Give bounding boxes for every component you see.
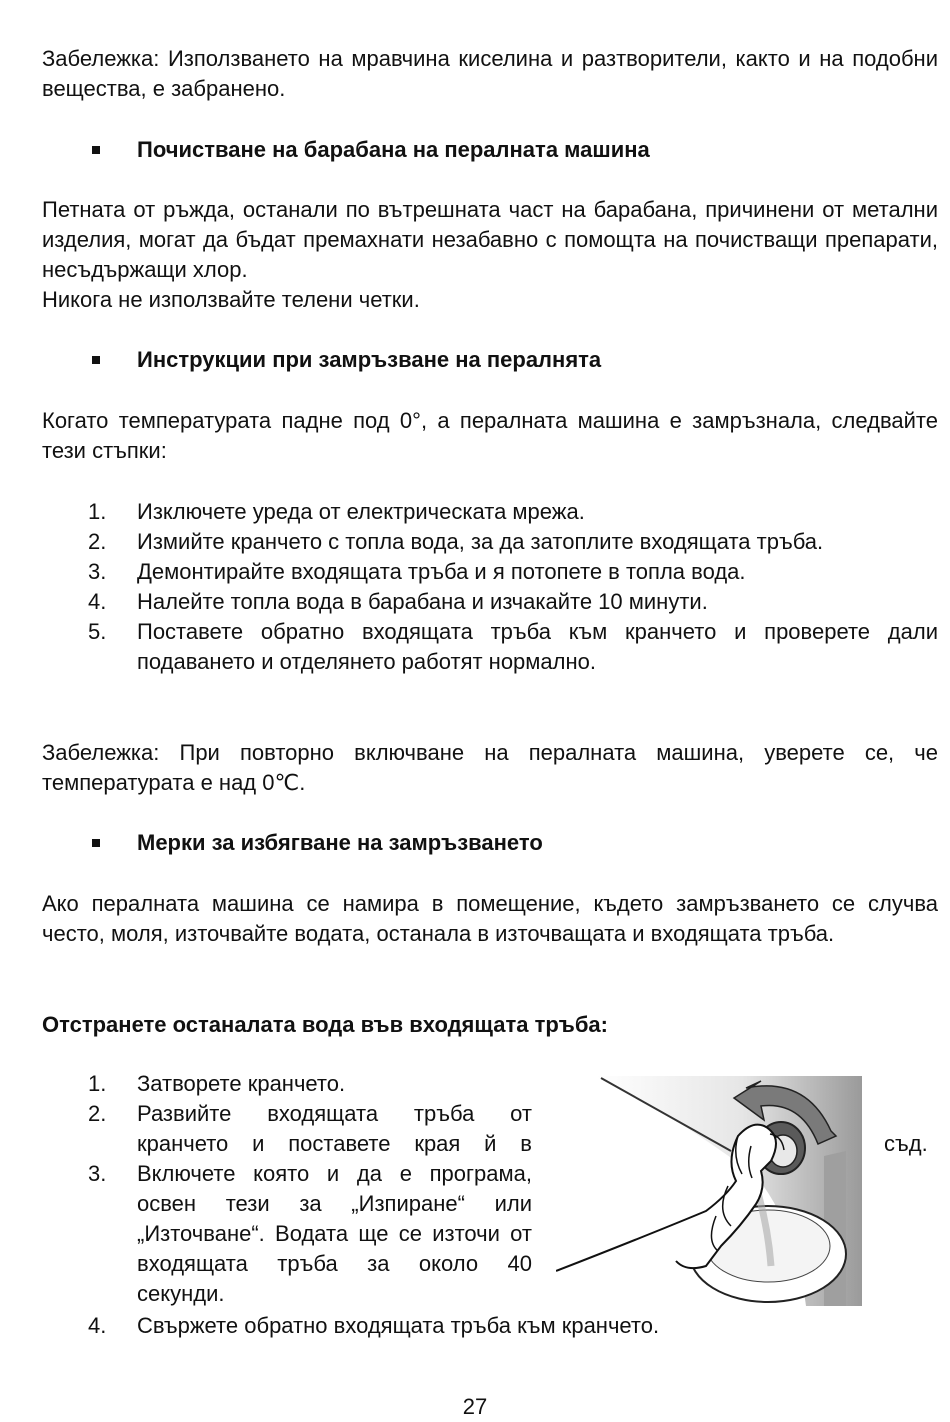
list-item: 5. Поставете обратно входящата тръба към кранчето и проверете дали подаването и отделянето работят нормално. bbox=[88, 619, 938, 674]
freezing-intro: Когато температурата падне под 0°, а пералната машина е замръзнала, следвайте тези стъпки: bbox=[42, 408, 938, 463]
drain-steps-list bbox=[42, 1069, 532, 1309]
prevention-paragraph: Ако пералната машина се намира в помещение, където замръзването се случва често, моля, източвайте водата, останала в източващата и входящата тръба. bbox=[42, 891, 938, 946]
wire-brush-warning: Никога не използвайте телени четки. bbox=[42, 287, 420, 312]
hand-unscrewing-hose-into-bowl-icon bbox=[556, 1076, 862, 1306]
bullet-square-icon bbox=[92, 146, 100, 154]
list-item: 1. Изключете уреда от електрическата мрежа. bbox=[88, 499, 585, 524]
list-item: 4. Налейте топла вода в барабана и изчакайте 10 минути. bbox=[88, 589, 708, 614]
heading-text: Мерки за избягване на замръзването bbox=[137, 830, 543, 855]
list-item: 3. Включете която и да е програма, освен тези за „Изпиране“ или „Източване“. Водата ще се източи от входящата тръба за около 40 секунди. bbox=[88, 1161, 532, 1306]
drum-cleaning-paragraph: Петната от ръжда, останали по вътрешната част на барабана, причинени от метални изделия, могат да бъдат премахнати незабавно с помощта на почистващи препарати, несъдържащи хлор. bbox=[42, 197, 938, 282]
heading-text: Почистване на барабана на пералната машина bbox=[137, 137, 650, 162]
heading-text: Инструкции при замръзване на пералнята bbox=[137, 347, 602, 372]
drain-subheading: Отстранете останалата вода във входящата тръба: bbox=[42, 1012, 608, 1037]
list-item: 1. Затворете кранчето. bbox=[88, 1071, 346, 1096]
list-item: 2. Измийте кранчето с топла вода, за да затоплите входящата тръба. bbox=[88, 529, 824, 554]
list-item: 4. Свържете обратно входящата тръба към кранчето. bbox=[88, 1313, 660, 1338]
step2-tail-text: съд. bbox=[884, 1131, 928, 1156]
list-item: 3. Демонтирайте входящата тръба и я потопете в топла вода. bbox=[88, 559, 746, 584]
list-item: 2. Развийте входящата тръба от кранчето и поставете края й в bbox=[88, 1101, 532, 1156]
page-number: 27 bbox=[462, 1394, 488, 1419]
bullet-square-icon bbox=[92, 839, 100, 847]
drain-steps-list-end bbox=[42, 1311, 938, 1341]
bullet-square-icon bbox=[92, 356, 100, 364]
note-temperature: Забележка: При повторно включване на пералната машина, уверете се, че температурата е над 0℃. bbox=[42, 740, 938, 795]
note-formic-acid: Забележка: Използването на мравчина киселина и разтворители, както и на подобни вещества, е забранено. bbox=[42, 46, 938, 101]
freezing-steps-list bbox=[42, 497, 938, 677]
